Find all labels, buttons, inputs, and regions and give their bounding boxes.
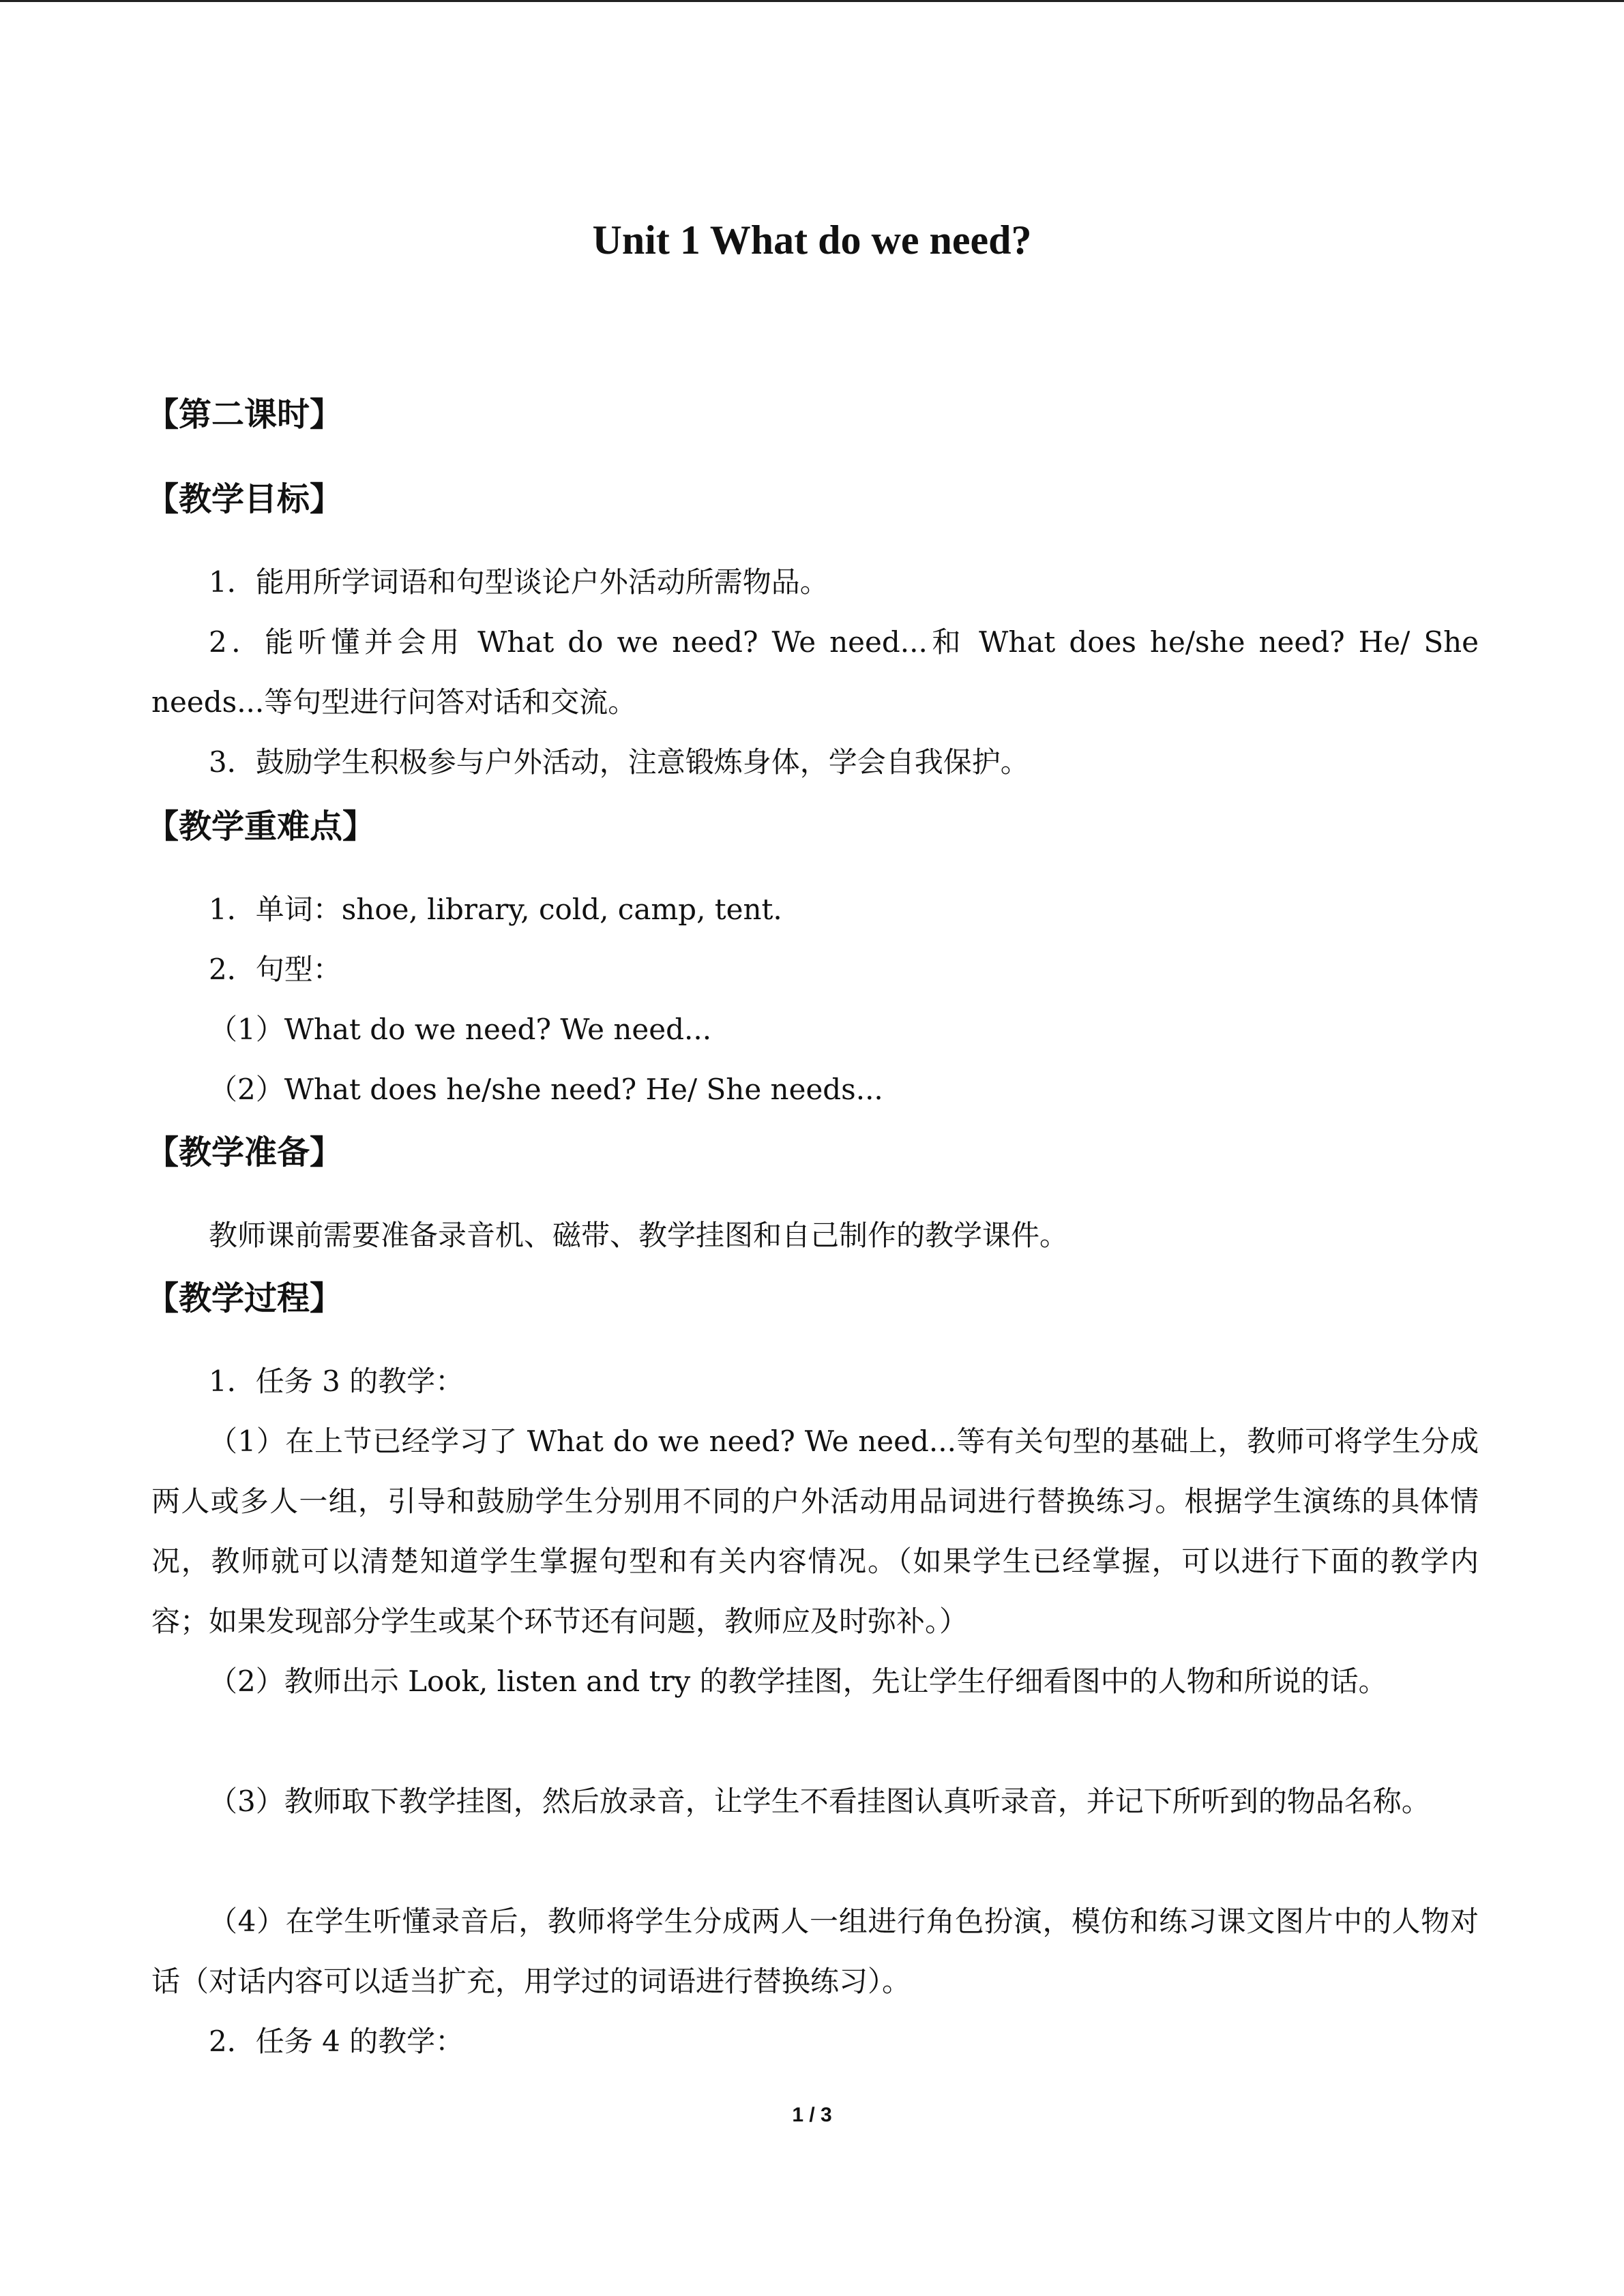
- process-item: （2）教师出示 Look, listen and try 的教学挂图，先让学生仔细看图中的人物和所说的话。: [209, 1665, 1387, 1698]
- key-point-item: （1）What do we need? We need...: [209, 1013, 712, 1046]
- heading-key-points: 【教学重难点】: [146, 807, 376, 846]
- page-number: 1 / 3: [792, 2104, 832, 2126]
- heading-objectives: 【教学目标】: [146, 480, 343, 518]
- key-point-item: （2）What does he/she need? He/ She needs...: [209, 1073, 883, 1106]
- process-item: （4）在学生听懂录音后，教师将学生分成两人一组进行角色扮演，模仿和练习课文图片中的人物对话（对话内容可以适当扩充，用学过的词语进行替换练习）。: [151, 1905, 1479, 1998]
- preparation-text: 教师课前需要准备录音机、磁带、教学挂图和自己制作的教学课件。: [209, 1219, 1069, 1252]
- heading-process: 【教学过程】: [146, 1279, 343, 1317]
- key-point-item: 2．句型：: [209, 953, 342, 986]
- objective-item: 1．能用所学词语和句型谈论户外活动所需物品。: [209, 565, 829, 599]
- key-point-item: 1．单词：shoe, library, cold, camp, tent.: [209, 893, 782, 926]
- heading-lesson: 【第二课时】: [146, 396, 343, 434]
- process-item: （1）在上节已经学习了 What do we need? We need...等有关句型的基础上，教师可将学生分成两人或多人一组，引导和鼓励学生分别用不同的户外活动用品词进行替换练习。根据学生演练的具体情况，教师就可以清楚知道学生掌握句型和有关内容情况。（如果学生已经掌握，可以进行下面的教学内容；如果发现部分学生或某个环节还有问题，教师应及时弥补。）: [151, 1425, 1479, 1638]
- process-item: 1．任务 3 的教学：: [209, 1365, 464, 1398]
- process-item: 2．任务 4 的教学：: [209, 2025, 464, 2058]
- document-title: Unit 1 What do we need?: [592, 218, 1032, 263]
- objective-item: 3．鼓励学生积极参与户外活动，注意锻炼身体，学会自我保护。: [209, 745, 1029, 779]
- heading-preparation: 【教学准备】: [146, 1133, 343, 1172]
- page-top-border: [0, 0, 1624, 2]
- objective-item: 2．能听懂并会用 What do we need? We need...和 What does he/she need? He/ She needs...等句型进行问答对话和交流。: [151, 625, 1479, 719]
- process-item: （3）教师取下教学挂图，然后放录音，让学生不看挂图认真听录音，并记下所听到的物品名称。: [209, 1785, 1430, 1818]
